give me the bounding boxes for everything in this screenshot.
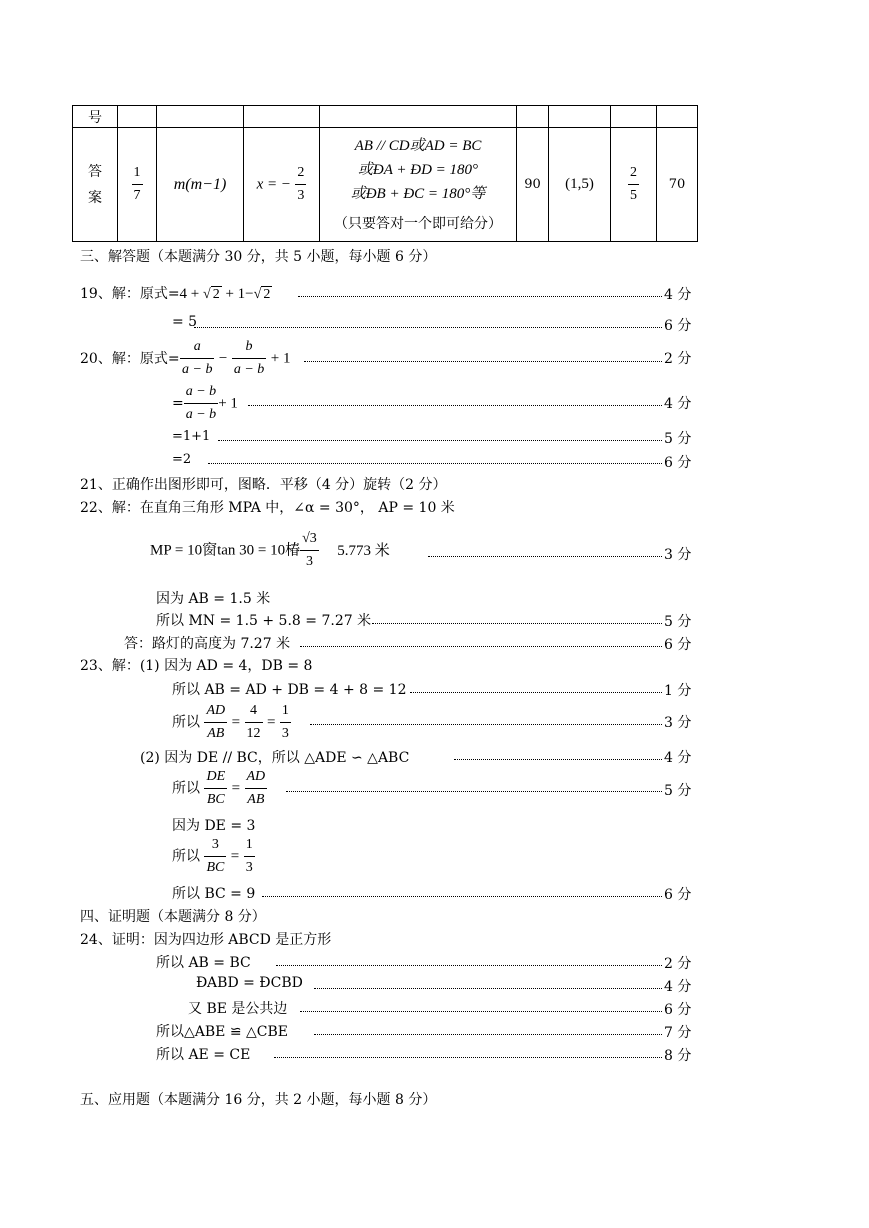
q21-text: 21、正确作出图形即可，图略．平移（4 分）旋转（2 分） xyxy=(80,477,447,493)
leader-dots xyxy=(310,724,662,725)
q22-line3: 因为 AB = 1.5 米 xyxy=(156,591,271,607)
q22-line2: MP = 10窗tan 30 = 10椿 $\frac{√3}{3}$ 5.773 米 xyxy=(150,528,390,573)
answer-q12: m(m−1) xyxy=(157,128,244,242)
q22-line5: 答：路灯的高度为 7.27 米 xyxy=(124,636,291,652)
section-4-heading: 四、证明题（本题满分 8 分） xyxy=(80,909,266,925)
q23-line3: 所以 $\frac{AD}{AB}$ = $\frac{4}{12}$ = $\frac{1}{3}$ xyxy=(172,700,291,745)
q24-line6: 所以 AE = CE xyxy=(156,1047,251,1063)
leader-dots xyxy=(286,791,662,792)
answer-q14: AB // CD或AD = BC 或ÐA + ÐD = 180° 或ÐB + ÐC = 180°等 （只要答对一个即可给分） xyxy=(320,128,517,242)
leader-dots xyxy=(276,965,662,966)
q23-score-3: 4 分 xyxy=(664,750,692,766)
leader-dots xyxy=(194,327,662,328)
leader-dots xyxy=(372,623,662,624)
q24-score-3: 6 分 xyxy=(664,1002,692,1018)
answer-q17: $\frac{2}{5}$ xyxy=(611,128,657,242)
q19-line1: 19、解：原式=4 + √ 2 + 1−√ 2 xyxy=(80,286,271,302)
q23-score-5: 6 分 xyxy=(664,887,692,903)
q20-score-1: 2 分 xyxy=(664,351,692,367)
answer-q11: $\frac{1}{7}$ xyxy=(118,128,157,242)
q24-score-2: 4 分 xyxy=(664,979,692,995)
q24-line4: 又 BE 是公共边 xyxy=(188,1001,288,1017)
answer-q18: 70 xyxy=(657,128,698,242)
leader-dots xyxy=(454,759,662,760)
answer-row-label: 答 案 xyxy=(73,128,118,242)
q24-score-4: 7 分 xyxy=(664,1025,692,1041)
q24-line2: 所以 AB = BC xyxy=(156,955,251,971)
leader-dots xyxy=(314,988,662,989)
q20-line4: =2 xyxy=(172,452,192,467)
leader-dots xyxy=(428,556,662,557)
q22-score-1: 3 分 xyxy=(664,547,692,563)
section-5-heading: 五、应用题（本题满分 16 分，共 2 小题，每小题 8 分） xyxy=(80,1092,437,1108)
q23-line6: 因为 DE = 3 xyxy=(172,818,256,834)
q20-line2: = $\frac{a - b}{a - b}$ + 1 xyxy=(172,381,238,426)
leader-dots xyxy=(262,896,662,897)
q20-line1-expr: $\frac{a}{a - b}$ − $\frac{b}{a - b}$ + 1 xyxy=(180,336,290,381)
q20-score-4: 6 分 xyxy=(664,455,692,471)
leader-dots xyxy=(248,405,662,406)
q23-line4: (2) 因为 DE // BC，所以 △ADE ∽ △ABC xyxy=(140,750,410,766)
q19-score-2: 6 分 xyxy=(664,318,692,334)
q22-line1: 22、解：在直角三角形 MPA 中，∠α = 30°， AP = 10 米 xyxy=(80,500,455,516)
q20-score-2: 4 分 xyxy=(664,396,692,412)
q24-score-5: 8 分 xyxy=(664,1048,692,1064)
q23-score-1: 1 分 xyxy=(664,683,692,699)
leader-dots xyxy=(314,1034,662,1035)
leader-dots xyxy=(300,1011,662,1012)
answer-q15: 90 xyxy=(517,128,549,242)
leader-dots xyxy=(218,440,662,441)
answer-q13: x = − $\frac{2}{3}$ xyxy=(244,128,320,242)
leader-dots xyxy=(304,361,662,362)
leader-dots xyxy=(274,1057,662,1058)
leader-dots xyxy=(208,463,662,464)
q23-line8: 所以 BC = 9 xyxy=(172,886,256,902)
leader-dots xyxy=(298,296,662,297)
answer-table xyxy=(72,105,698,242)
section-3-heading: 三、解答题（本题满分 30 分，共 5 小题，每小题 6 分） xyxy=(80,249,437,265)
q22-line4: 所以 MN = 1.5 + 5.8 = 7.27 米 xyxy=(156,613,372,629)
q20-line3: =1+1 xyxy=(172,429,211,444)
q19-score-1: 4 分 xyxy=(664,287,692,303)
q20-score-3: 5 分 xyxy=(664,431,692,447)
q24-score-1: 2 分 xyxy=(664,956,692,972)
q20-line1-label: 20、解：原式= xyxy=(80,351,180,367)
q24-line1: 24、证明：因为四边形 ABCD 是正方形 xyxy=(80,932,332,948)
q23-line5: 所以 $\frac{DE}{BC}$ = $\frac{AD}{AB}$ xyxy=(172,766,267,811)
leader-dots xyxy=(410,692,662,693)
q22-score-3: 6 分 xyxy=(664,637,692,653)
q23-score-2: 3 分 xyxy=(664,715,692,731)
q22-score-2: 5 分 xyxy=(664,614,692,630)
q19-line2: = 5 xyxy=(172,314,198,330)
q23-line1: 23、解：(1) 因为 AD = 4，DB = 8 xyxy=(80,658,313,674)
leader-dots xyxy=(300,646,662,647)
q24-line5: 所以△ABE ≌ △CBE xyxy=(156,1024,289,1040)
q23-line2: 所以 AB = AD + DB = 4 + 8 = 12 xyxy=(172,682,407,698)
q24-line3: ÐABD = ÐCBD xyxy=(196,975,303,991)
answer-q16: (1,5) xyxy=(549,128,611,242)
q23-score-4: 5 分 xyxy=(664,783,692,799)
q23-line7: 所以 $\frac{3}{BC}$ = $\frac{1}{3}$ xyxy=(172,834,255,879)
table-header-label: 号 xyxy=(73,106,118,128)
